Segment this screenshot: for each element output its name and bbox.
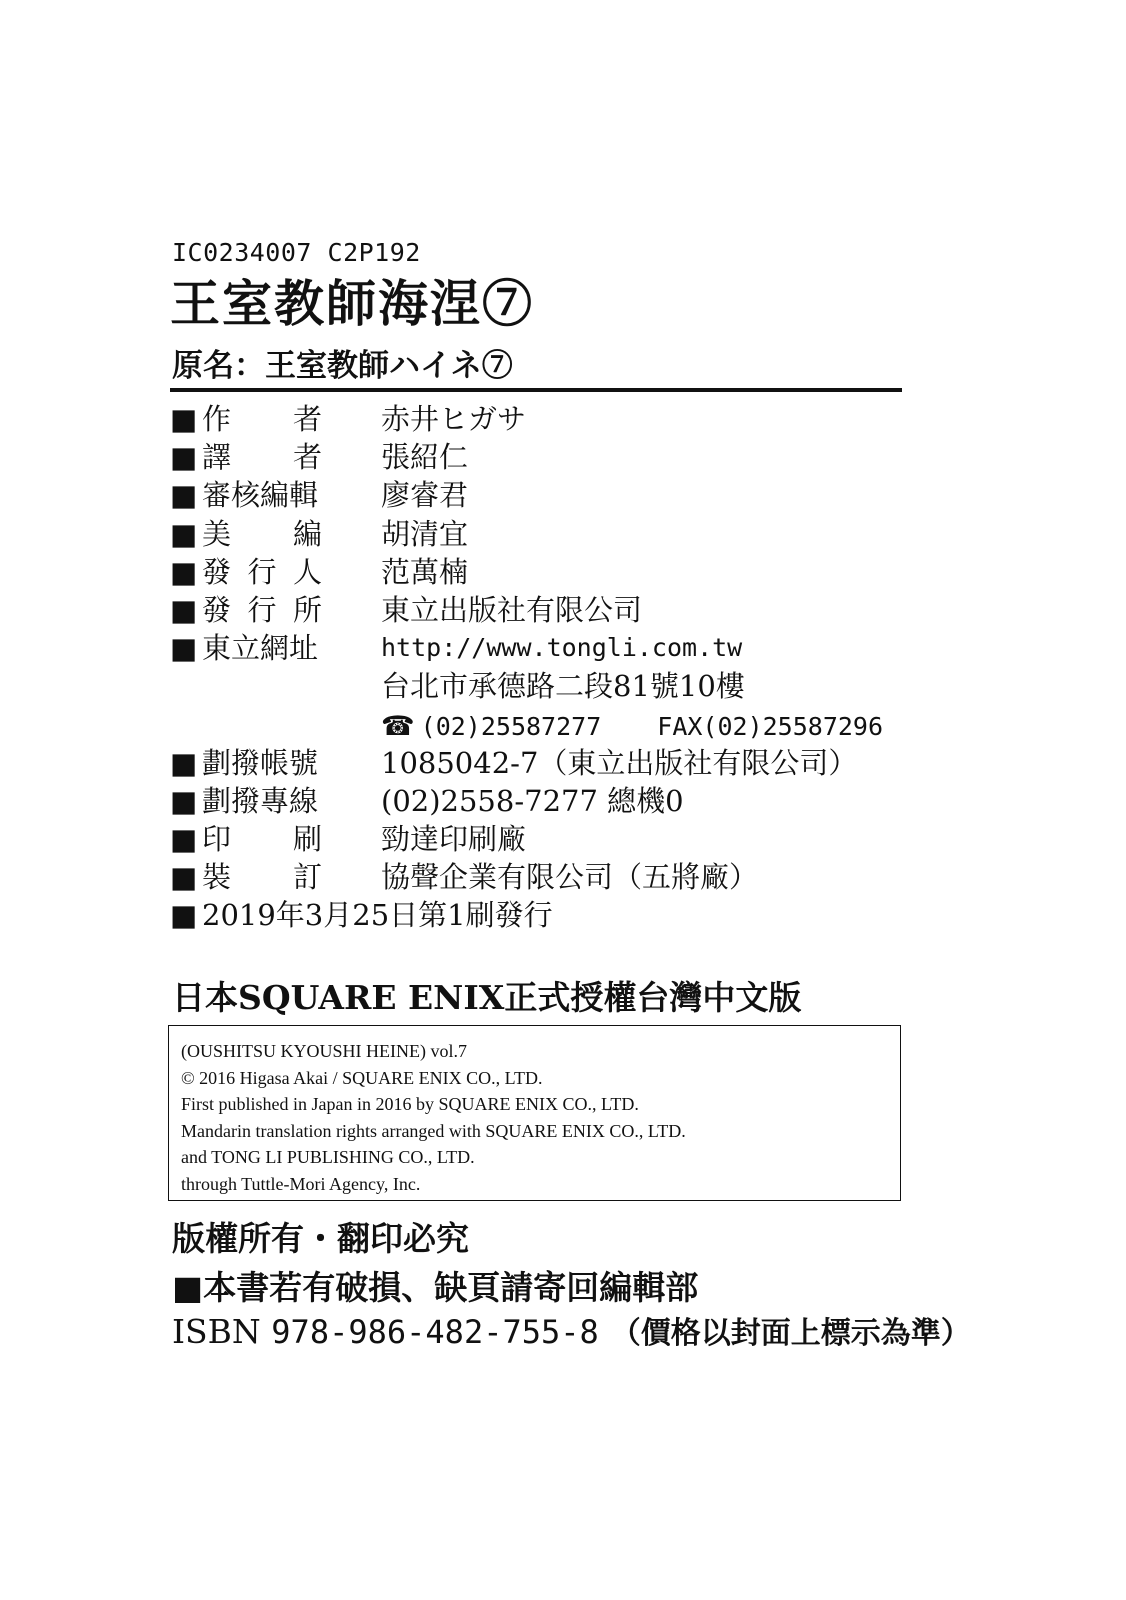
copyright-line: First published in Japan in 2016 by SQUARE ENIX CO., LTD. bbox=[181, 1094, 639, 1114]
credit-label: 劃撥帳號 bbox=[202, 745, 319, 780]
tel-number: (02)25587277 bbox=[420, 711, 602, 741]
copyright-line: © 2016 Higasa Akai / SQUARE ENIX CO., LTD. bbox=[181, 1067, 543, 1088]
credit-value: 勁達印刷廠 bbox=[381, 822, 527, 857]
credit-value: 1085042-7（東立出版社有限公司） bbox=[381, 745, 858, 780]
telephone-icon: ☎ bbox=[381, 710, 415, 742]
credit-row-website: ■ 東立網址 http://www.tongli.com.tw bbox=[170, 631, 743, 666]
license-statement: 日本SQUARE ENIX正式授權台灣中文版 bbox=[172, 978, 802, 1017]
print-date-row: ■ 2019年3月25日第1刷發行 bbox=[170, 898, 553, 933]
credit-label: 裝 訂 bbox=[202, 860, 322, 895]
credit-label: 發 行 所 bbox=[202, 592, 322, 627]
credit-row-printing: ■ 印 刷 勁達印刷廠 bbox=[170, 822, 527, 857]
copyright-line: through Tuttle-Mori Agency, Inc. bbox=[181, 1173, 421, 1194]
address-row bbox=[170, 667, 930, 705]
credit-row-binding: ■ 裝 訂 協聲企業有限公司（五將廠） bbox=[170, 860, 759, 895]
credit-label: 東立網址 bbox=[202, 631, 319, 666]
book-title: 王室教師海涅⑦ bbox=[170, 274, 534, 333]
credit-label: 劃撥專線 bbox=[202, 783, 319, 818]
title-divider bbox=[170, 388, 902, 392]
isbn-line bbox=[172, 1308, 971, 1352]
price-note: （價格以封面上標示為準） bbox=[610, 1316, 971, 1351]
phone-row bbox=[170, 706, 930, 744]
credit-row-postal-line: ■ 劃撥專線 (02)2558-7277 總機0 bbox=[170, 783, 684, 818]
credits-table bbox=[170, 400, 930, 935]
isbn-number: 978-986-482-755-8 bbox=[271, 1313, 599, 1351]
credit-value: 赤井ヒガサ bbox=[381, 402, 527, 436]
credit-label: 譯 者 bbox=[202, 440, 322, 475]
credit-value: 張紹仁 bbox=[381, 440, 469, 475]
original-title: 原名：王室教師ハイネ⑦ bbox=[172, 348, 513, 384]
copyright-box bbox=[168, 1025, 901, 1201]
credit-value: 廖睿君 bbox=[381, 478, 469, 513]
credit-label: 作 者 bbox=[202, 402, 322, 436]
credit-row-translator: ■ 譯 者 張紹仁 bbox=[170, 440, 469, 475]
credit-row-postal-account: ■ 劃撥帳號 1085042-7（東立出版社有限公司） bbox=[170, 745, 858, 780]
credit-label: 美 編 bbox=[202, 516, 322, 551]
copyright-line: Mandarin translation rights arranged with SQUARE ENIX CO., LTD. bbox=[181, 1120, 686, 1141]
credit-row-publishing-house: ■ 發 行 所 東立出版社有限公司 bbox=[170, 592, 643, 627]
copyright-line: (OUSHITSU KYOUSHI HEINE) vol.7 bbox=[181, 1041, 467, 1061]
credit-value: 范萬楠 bbox=[381, 554, 469, 589]
credit-value: 胡清宜 bbox=[381, 516, 469, 551]
print-date: 2019年3月25日第1刷發行 bbox=[202, 898, 553, 933]
credit-label: 印 刷 bbox=[202, 822, 322, 857]
credit-row-review-editor: ■ 審核編輯 廖睿君 bbox=[170, 478, 469, 513]
fax-number: FAX(02)25587296 bbox=[657, 711, 884, 741]
credit-value: (02)2558-7277 總機0 bbox=[381, 783, 684, 818]
rights-reserved: 版權所有・翻印必究 bbox=[172, 1219, 469, 1258]
credit-row-art-editor: ■ 美 編 胡清宜 bbox=[170, 516, 469, 551]
credit-row-publisher: ■ 發 行 人 范萬楠 bbox=[170, 554, 469, 589]
phone-value bbox=[381, 706, 883, 746]
damage-notice: ■本書若有破損、缺頁請寄回編輯部 bbox=[172, 1268, 699, 1307]
credit-value: 東立出版社有限公司 bbox=[381, 592, 643, 627]
book-code: IC0234007 C2P192 bbox=[172, 238, 421, 267]
isbn-prefix: ISBN bbox=[172, 1312, 261, 1351]
address: 台北市承德路二段81號10樓 bbox=[381, 669, 745, 704]
credit-row-author: ■ 作 者 赤井ヒガサ bbox=[170, 402, 527, 436]
credit-label: 審核編輯 bbox=[202, 478, 319, 513]
website-link[interactable]: http://www.tongli.com.tw bbox=[381, 633, 743, 663]
copyright-line: and TONG LI PUBLISHING CO., LTD. bbox=[181, 1147, 475, 1167]
credit-value: 協聲企業有限公司（五將廠） bbox=[381, 860, 759, 895]
credit-label: 發 行 人 bbox=[202, 554, 322, 589]
